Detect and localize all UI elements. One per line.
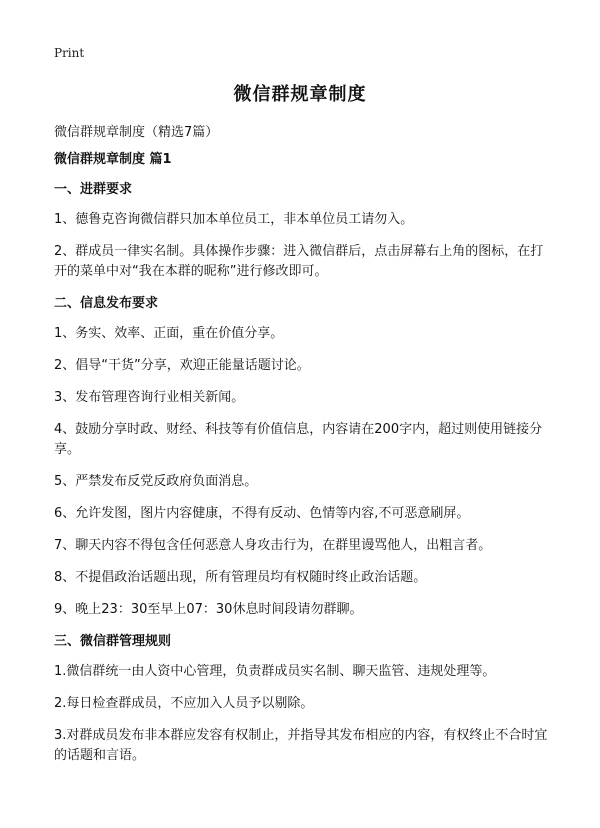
rule-item: 4、鼓励分享时政、财经、科技等有价值信息，内容请在200字内，超过则使用链接分享。 — [54, 422, 543, 457]
rule-item: 3.对群成员发布非本群应发容有权制止，并指导其发布相应的内容，有权终止不合时宜的话题和言语。 — [54, 728, 548, 763]
rule-item: 2、倡导“干货”分享，欢迎正能量话题讨论。 — [54, 358, 310, 373]
section-entry-requirements — [54, 180, 554, 282]
section-management-rules — [54, 632, 554, 766]
rule-item: 5、严禁发布反党反政府负面消息。 — [54, 474, 258, 489]
rule-item: 6、允许发图，图片内容健康，不得有反动、色情等内容,不可恶意刷屏。 — [54, 506, 470, 521]
section-posting-requirements — [54, 294, 554, 620]
section-heading: 一、进群要求 — [54, 182, 133, 197]
article-heading: 微信群规章制度 篇1 — [54, 152, 172, 167]
rule-item: 3、发布管理咨询行业相关新闻。 — [54, 390, 245, 405]
rule-item: 1、德鲁克咨询微信群只加本单位员工，非本单位员工请勿入。 — [54, 212, 414, 227]
rule-item: 9、晚上23：30至早上07：30休息时间段请勿群聊。 — [54, 602, 363, 617]
page-title: 微信群规章制度 — [233, 84, 367, 105]
page-subtitle: 微信群规章制度（精选7篇） — [54, 125, 219, 140]
section-heading: 二、信息发布要求 — [54, 296, 159, 311]
rule-item: 1、务实、效率、正面，重在价值分享。 — [54, 326, 284, 341]
article-body — [54, 150, 554, 778]
section-heading: 三、微信群管理规则 — [54, 634, 172, 649]
rule-item: 2、群成员一律实名制。具体操作步骤：进入微信群后，点击屏幕右上角的图标，在打开的菜单中对“我在本群的昵称”进行修改即可。 — [54, 244, 544, 279]
rule-item: 8、不提倡政治话题出现，所有管理员均有权随时终止政治话题。 — [54, 570, 427, 585]
rule-item: 2.每日检查群成员，不应加入人员予以剔除。 — [54, 696, 314, 711]
rule-item: 7、聊天内容不得包含任何恶意人身攻击行为，在群里谩骂他人，出粗言者。 — [54, 538, 492, 553]
print-label[interactable]: Print — [54, 46, 85, 60]
rule-item: 1.微信群统一由人资中心管理，负责群成员实名制、聊天监管、违规处理等。 — [54, 664, 496, 679]
